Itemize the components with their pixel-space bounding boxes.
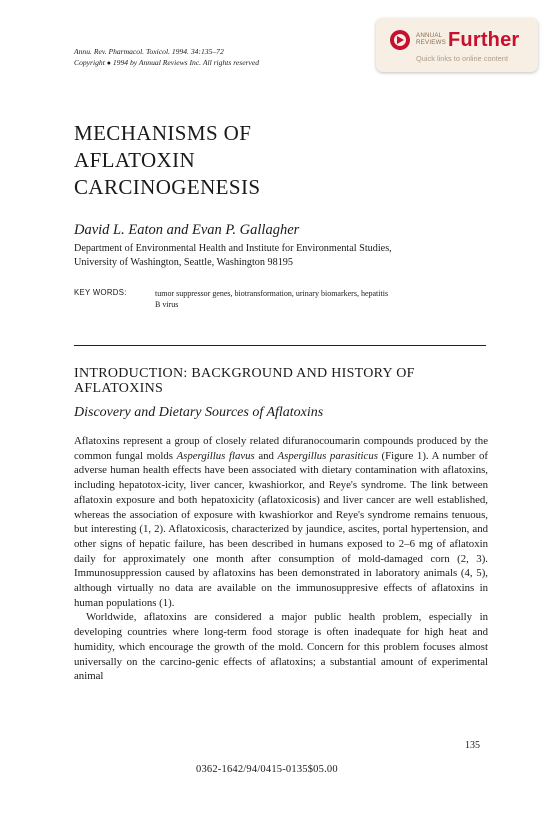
subsection-heading: Discovery and Dietary Sources of Aflatoxins bbox=[74, 405, 324, 420]
paragraph-2: Worldwide, aflatoxins are considered a major public health problem, especially in developing countries where long-term food storage is often inadequate for high heat and humidity, which encourage the growth of the mold. Concern for this problem focuses almost universally on the carcino-genic effects of aflatoxins; a substantial amount of experimental animal bbox=[74, 611, 488, 683]
article-title: MECHANISMS OF AFLATOXIN CARCINOGENESIS bbox=[74, 121, 261, 199]
copyright-label: Copyright bbox=[74, 58, 105, 67]
citation-line-1: Annu. Rev. Pharmacol. Toxicol. 1994. 34:135–72 bbox=[74, 47, 224, 56]
page-number: 135 bbox=[465, 740, 480, 751]
further-small-text: ANNUAL REVIEWS bbox=[416, 32, 446, 46]
journal-citation bbox=[74, 46, 259, 69]
copyright-dot: ● bbox=[106, 59, 111, 67]
annual-reviews-logo-icon bbox=[390, 30, 410, 50]
section-divider bbox=[74, 345, 486, 346]
article-code: 0362-1642/94/0415-0135$05.00 bbox=[196, 764, 338, 775]
keywords-list: tumor suppressor genes, biotransformation, urinary biomarkers, hepatitis B virus bbox=[155, 289, 389, 309]
section-heading: INTRODUCTION: BACKGROUND AND HISTORY OF AFLATOXINS bbox=[74, 366, 415, 396]
copyright-text: 1994 by Annual Reviews Inc. All rights reserved bbox=[112, 58, 260, 67]
further-tagline: Quick links to online content bbox=[416, 54, 509, 63]
citation-line-2 bbox=[74, 57, 259, 69]
further-wordmark: Further bbox=[448, 29, 520, 51]
paragraph-1: Aflatoxins represent a group of closely related difuranocoumarin compounds produced by the common fungal molds Aspergillus flavus and Aspergillus parasiticus (Figure 1). A number of adverse human health effects have been associated with dietary contamination with aflatoxins, including hepatotox-icity, liver cancer, kwashiorkor, and Reye's syndrome. The link between aflatoxin exposure and both hepatoxicity (aflatoxicosis) and liver cancer are well established, whereas the association of exposure with kwashiorkor and Reye's syndrome remains tenuous, but interesting (1, 2). Aflatoxicosis, characterized by jaundice, ascites, portal hypertension, and other signs of hepatic failure, has been described in humans exposed to 2–6 mg of aflatoxin daily for approximately one month after consumption of mold-damaged corn (2, 3). Immunosuppression caused by aflatoxins has been demonstrated in laboratory animals (4, 5), although virtually no data are available on the immunosuppresive effects of aflatoxins in human populations (1). bbox=[74, 435, 488, 609]
author-affiliation: Department of Environmental Health and Institute for Environmental Studies, University of Washington, Seattle, Washington 98195 bbox=[74, 243, 392, 268]
body-text bbox=[74, 434, 488, 684]
article-authors: David L. Eaton and Evan P. Gallagher bbox=[74, 222, 300, 238]
further-banner-link[interactable] bbox=[376, 18, 538, 72]
keywords-label: KEY WORDS: bbox=[74, 288, 127, 297]
